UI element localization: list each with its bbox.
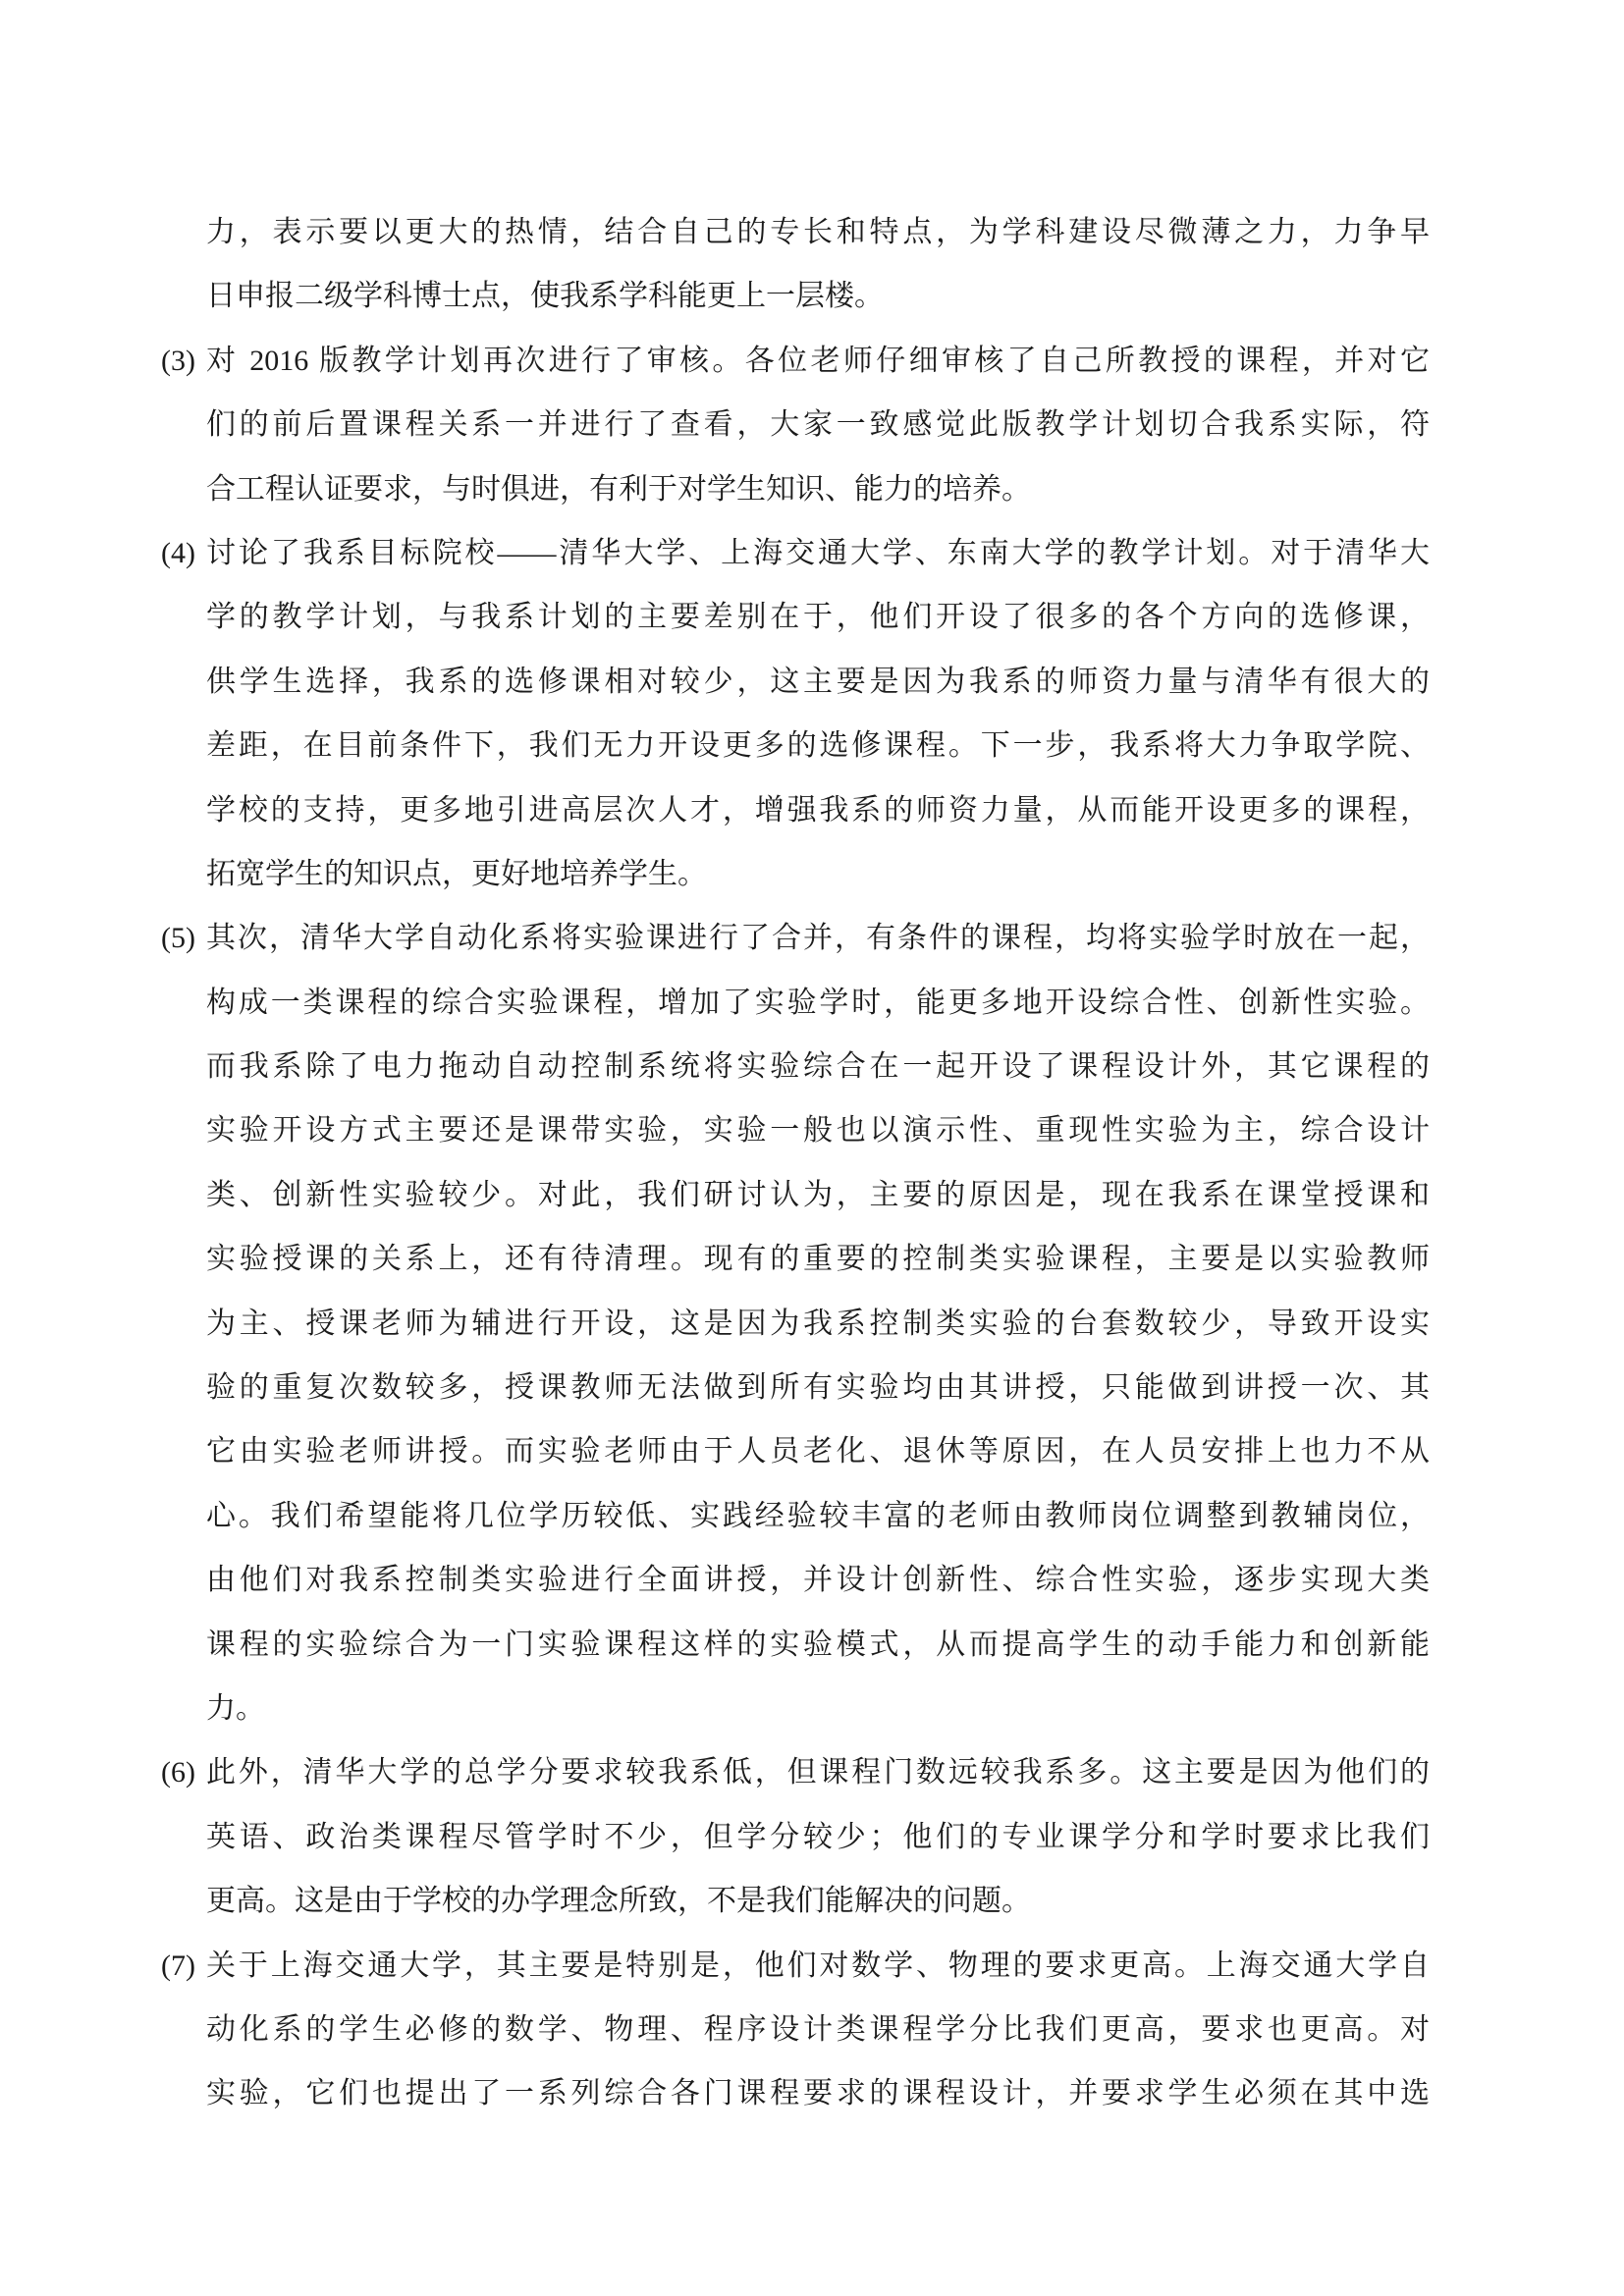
- paragraph-number: (6): [161, 1756, 195, 1789]
- paragraph-7: [161, 1934, 1430, 2126]
- text-line: 差距，在目前条件下，我们无力开设更多的选修课程。下一步，我系将大力争取学院、: [206, 729, 1430, 763]
- text-line: 供学生选择，我系的选修课相对较少，这主要是因为我系的师资力量与清华有很大的: [206, 665, 1430, 698]
- text-line: 合工程认证要求，与时俱进，有利于对学生知识、能力的培养。: [206, 472, 1031, 506]
- text-line: 学的教学计划，与我系计划的主要差别在于，他们开设了很多的各个方向的选修课，: [206, 601, 1430, 634]
- paragraph-5: [161, 906, 1430, 1740]
- text-line: 其次，清华大学自动化系将实验课进行了合并，有条件的课程，均将实验学时放在一起，: [206, 922, 1430, 955]
- text-line: 日申报二级学科博士点，使我系学科能更上一层楼。: [206, 280, 884, 313]
- text-line: 类、创新性实验较少。对此，我们研讨认为，主要的原因是，现在我系在课堂授课和: [206, 1178, 1430, 1211]
- paragraph-continuation: [206, 200, 1430, 329]
- text-line: 动化系的学生必修的数学、物理、程序设计类课程学分比我们更高，要求也更高。对: [206, 2012, 1430, 2046]
- text-line: 此外，清华大学的总学分要求较我系低，但课程门数远较我系多。这主要是因为他们的: [206, 1756, 1430, 1789]
- paragraph-number: (5): [161, 922, 195, 955]
- paragraph-number: (3): [161, 344, 195, 377]
- paragraph-number: (7): [161, 1949, 195, 1982]
- text-line: 课程的实验综合为一门实验课程这样的实验模式，从而提高学生的动手能力和创新能: [206, 1628, 1430, 1661]
- text-line: 英语、政治类课程尽管学时不少，但学分较少；他们的专业课学分和学时要求比我们: [206, 1820, 1430, 1853]
- text-line: 而我系除了电力拖动自动控制系统将实验综合在一起开设了课程设计外，其它课程的: [206, 1050, 1430, 1084]
- paragraph-number: (4): [161, 536, 195, 569]
- text-line: 实验，它们也提出了一系列综合各门课程要求的课程设计，并要求学生必须在其中选: [206, 2077, 1430, 2110]
- text-line: 学校的支持，更多地引进高层次人才，增强我系的师资力量，从而能开设更多的课程，: [206, 793, 1430, 827]
- text-line: 对 2016 版教学计划再次进行了审核。各位老师仔细审核了自己所教授的课程，并对它: [206, 344, 1430, 377]
- paragraph-3: [161, 329, 1430, 521]
- text-line: 更高。这是由于学校的办学理念所致，不是我们能解决的问题。: [206, 1885, 1031, 1918]
- text-line: 力。: [206, 1691, 265, 1725]
- text-line: 心。我们希望能将几位学历较低、实践经验较丰富的老师由教师岗位调整到教辅岗位，: [206, 1499, 1430, 1532]
- text-line: 实验开设方式主要还是课带实验，实验一般也以演示性、重现性实验为主，综合设计: [206, 1114, 1430, 1148]
- text-line: 验的重复次数较多，授课教师无法做到所有实验均由其讲授，只能做到讲授一次、其: [206, 1371, 1430, 1405]
- text-line: 它由实验老师讲授。而实验老师由于人员老化、退休等原因，在人员安排上也力不从: [206, 1435, 1430, 1468]
- text-line: 为主、授课老师为辅进行开设，这是因为我系控制类实验的台套数较少，导致开设实: [206, 1307, 1430, 1340]
- text-line: 讨论了我系目标院校——清华大学、上海交通大学、东南大学的教学计划。对于清华大: [206, 536, 1430, 569]
- text-line: 们的前后置课程关系一并进行了查看，大家一致感觉此版教学计划切合我系实际，符: [206, 408, 1430, 442]
- text-line: 拓宽学生的知识点，更好地培养学生。: [206, 857, 707, 890]
- text-line: 实验授课的关系上，还有待清理。现有的重要的控制类实验课程，主要是以实验教师: [206, 1243, 1430, 1276]
- text-line: 力，表示要以更大的热情，结合自己的专长和特点，为学科建设尽微薄之力，力争早: [206, 216, 1430, 248]
- text-line: 构成一类课程的综合实验课程，增加了实验学时，能更多地开设综合性、创新性实验。: [206, 986, 1430, 1019]
- paragraph-6: [161, 1740, 1430, 1933]
- document-body: [161, 200, 1430, 2126]
- text-line: 由他们对我系控制类实验进行全面讲授，并设计创新性、综合性实验，逐步实现大类: [206, 1564, 1430, 1597]
- text-line: 关于上海交通大学，其主要是特别是，他们对数学、物理的要求更高。上海交通大学自: [206, 1949, 1430, 1982]
- paragraph-4: [161, 521, 1430, 906]
